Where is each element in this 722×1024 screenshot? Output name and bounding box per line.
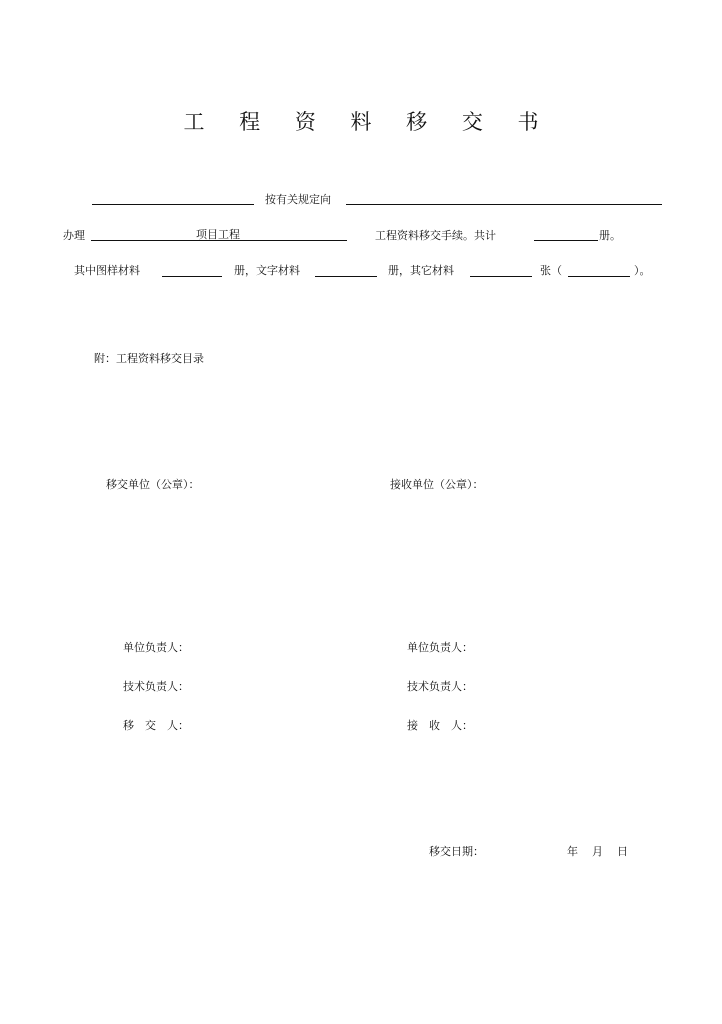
according-text: 按有关规定向 (265, 193, 331, 206)
transfer-date-label: 移交日期： (429, 845, 484, 858)
receiver-label: 接 收 人： (407, 719, 473, 732)
transfer-unit-label: 移交单位（公章）： (106, 478, 200, 491)
volume-unit-text: 册。 (599, 229, 621, 242)
drawings-count-line (162, 276, 222, 277)
sheets-label: 张（ (540, 264, 562, 277)
transfer-tech-head-label: 技术负责人： (123, 680, 189, 693)
transfer-unit-head-label: 单位负责人： (123, 641, 189, 654)
other-materials-label: 册，其它材料 (388, 264, 454, 277)
date-day-label: 日 (617, 845, 628, 858)
recipient-name-line (346, 204, 662, 205)
date-month-label: 月 (592, 845, 603, 858)
transferor-label: 移 交 人： (123, 719, 189, 732)
receive-unit-head-label: 单位负责人： (407, 641, 473, 654)
volume-count-line (534, 240, 598, 241)
recipient-blank-line (92, 204, 254, 205)
procedure-text: 工程资料移交手续。共计 (375, 229, 496, 242)
handle-text: 办理 (63, 229, 85, 242)
date-year-label: 年 (567, 845, 578, 858)
drawings-label: 其中图样材料 (74, 264, 140, 277)
sheets-count-line (568, 276, 630, 277)
receive-unit-label: 接收单位（公章）： (390, 478, 484, 491)
text-materials-count-line (315, 276, 377, 277)
other-materials-count-line (470, 276, 532, 277)
attachment-note: 附：工程资料移交目录 (94, 352, 204, 365)
receive-tech-head-label: 技术负责人： (407, 680, 473, 693)
project-text: 项目工程 (196, 228, 240, 241)
text-materials-label: 册，文字材料 (234, 264, 300, 277)
document-title: 工 程 资 料 移 交 书 (183, 110, 553, 134)
close-paren-text: ）。 (634, 264, 651, 277)
